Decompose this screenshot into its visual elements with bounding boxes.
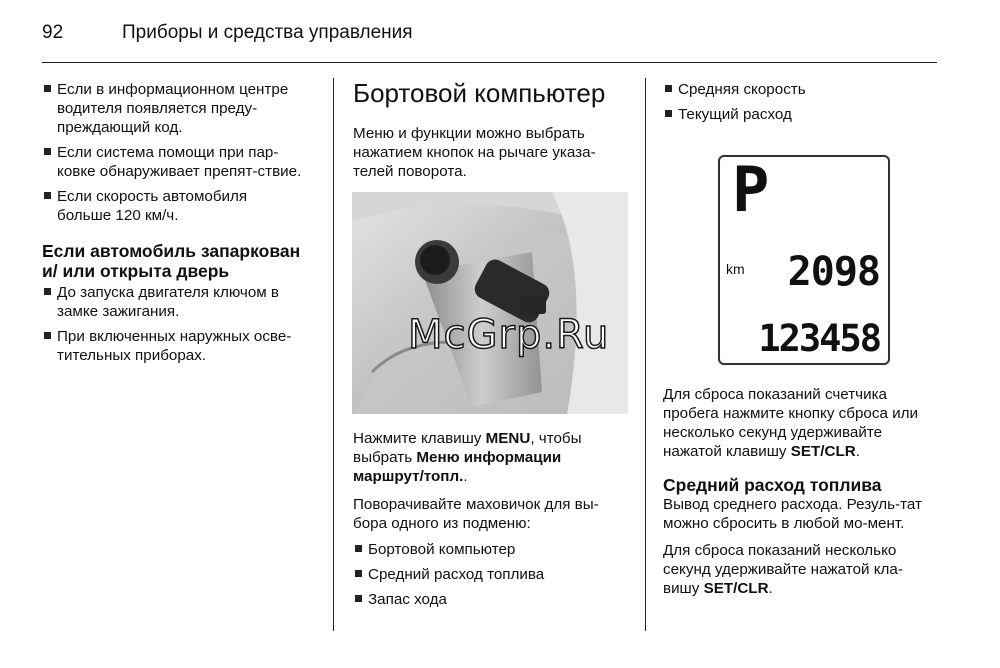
left-column [42,80,317,371]
section-heading: Если автомобиль запаркован и/ или открыта дверь [42,241,301,281]
list-item: При включенных наружных осве-тительных приборах. [42,327,319,365]
instruction-text: . [855,443,860,460]
list-item: Текущий расход [663,105,943,124]
steering-lever-photo [352,192,628,414]
section-title: Бортовой компьютер [353,78,606,108]
set-clr-key: SET/CLR [703,580,769,597]
column-divider-1 [333,78,334,631]
list-item: Бортовой компьютер [353,540,628,559]
column-divider-2 [645,78,646,631]
trip-display [718,155,890,365]
right-column [663,80,943,130]
instruction-text: Для сброса показаний счетчика пробега нажмите кнопку сброса или несколько секунд удерживайте нажатой клавишу [663,386,918,460]
instruction-text: . [463,468,468,485]
list-item: Средний расход топлива [353,565,628,584]
rotate-instruction: Поворачивайте маховичок для вы-бора одного из подменю: [353,496,599,532]
set-clr-key: SET/CLR [790,443,856,460]
list-item: До запуска двигателя ключом в замке зажигания. [42,283,307,321]
page-title: Приборы и средства управления [122,22,413,43]
avg-description: Вывод среднего расхода. Резуль-тат можно сбросить в любой мо-мент. [663,496,922,532]
middle-column [353,78,628,181]
list-item: Запас хода [353,590,628,609]
instruction-text: Для сброса показаний несколько секунд удерживайте нажатой кла-вишу [663,542,903,597]
page-number: 92 [42,22,64,43]
header-rule [42,62,937,63]
display-unit: km [726,261,745,277]
list-item: Если в информационном центре водителя появляется преду-преждающий код. [42,80,315,137]
odometer-value: 123458 [758,317,880,360]
list-item: Средняя скорость [663,80,943,99]
instruction-text: , чтобы выбрать [353,430,582,466]
display-mode: P [732,153,770,226]
instruction-text: Нажмите клавишу [353,430,486,447]
intro-text: Меню и функции можно выбрать нажатием кнопок на рычаге указа-телей поворота. [353,125,596,180]
right-column-lower [663,385,943,598]
menu-key: MENU [485,430,531,447]
section-heading: Средний расход топлива [663,475,882,495]
menu-instruction [353,429,618,486]
reset-instruction [663,385,939,461]
reset-instruction-2 [663,541,933,598]
instruction-text: . [768,580,773,597]
watermark: McGrp.Ru [408,312,610,358]
trip-value: 2098 [787,249,880,295]
menu-name: Меню информации маршрут/топл. [353,449,562,485]
list-item: Если система помощи при пар-ковке обнаруживает препят-ствие. [42,143,307,181]
middle-column-lower [353,429,628,615]
list-item: Если скорость автомобиля больше 120 км/ч. [42,187,277,225]
